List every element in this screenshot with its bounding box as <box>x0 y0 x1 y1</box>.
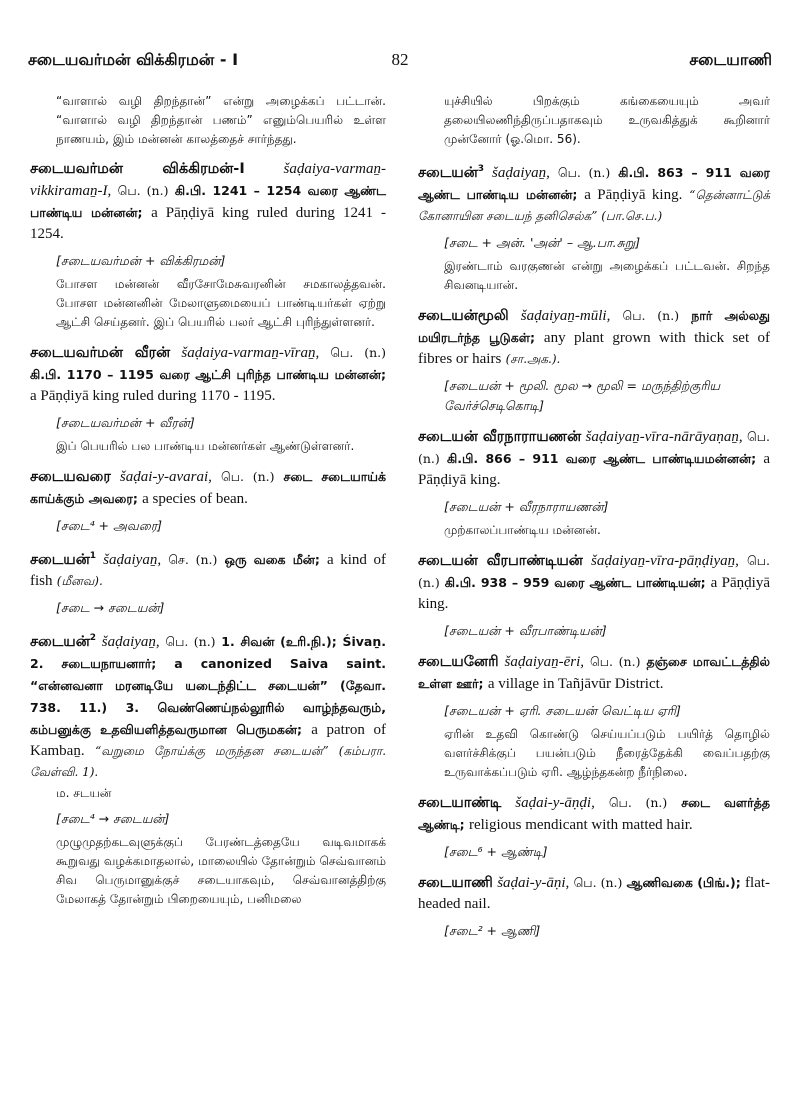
tamil-meaning: கி.பி. 866 – 911 வரை ஆண்ட பாண்டியமன்னன்; <box>447 450 757 466</box>
english-meaning: a village in Tañjāvūr District. <box>487 675 664 692</box>
grammar-label: பெ. (n.) <box>220 469 275 484</box>
tamil-meaning: ஒரு வகை மீன்; <box>224 551 320 567</box>
header-first-headword: சடையவர்மன் விக்கிரமன் - I <box>28 50 239 69</box>
source-reference: “வறுமை நோய்க்கு மருந்தன சடையன்” (கம்பரா. வேள்வி. 1). <box>30 743 387 779</box>
dictionary-entry <box>418 159 770 295</box>
homonym-number: 2 <box>89 632 97 643</box>
tamil-meaning: சடை சடையாய்க் காய்க்கும் அவரை; <box>30 469 387 506</box>
source-reference: “தென்னாட்டுக் கோனாயின சடையந் தனிசெல்க” (பா.செ.ப.) <box>418 187 771 223</box>
entry-note: ஏரின் உதவி கொண்டு செய்யப்படும் பயிர்த் தொழில் வளர்ச்சிக்குப் பயன்படும் நீரைத்தேக்கி வைப்பதற்கு உருவாக்கப்படும் ஏரி. ஆழ்ந்தகன்ற நீர்நிலை. <box>444 726 770 779</box>
etymology: [சடை⁴ → சடையன்] <box>56 810 170 826</box>
dictionary-entry <box>418 426 770 540</box>
transliteration: šaḍaiyaṉ-ēri, <box>504 653 585 670</box>
continuation-text: “வாளால் வழி திறந்தான்” என்று அழைக்கப் பட்டான். “வாளால் வழி திறந்தான் பணம்” எனும்பெயரில் உள்ள நாணயம், இம் மன்னன் காலத்தைச் சார்ந்தது. <box>56 94 386 146</box>
transliteration: šaḍaiya-varmaṉ-vikkiramaṉ-I, <box>30 161 386 199</box>
etymology: [சடையவர்மன் + விக்கிரமன்] <box>56 253 226 268</box>
tamil-meaning: கி.பி. 1170 – 1195 வரை ஆட்சி புரிந்த பாண்டிய மன்னன்; <box>30 367 386 382</box>
tamil-meaning: தஞ்சை மாவட்டத்தில் உள்ள ஊர்; <box>418 653 770 691</box>
continuation-text: யுச்சியில் பிறக்கும் கங்கையையும் அவர் தலையிலணிந்திருப்பதாகவும் உருவகித்துக் கூறினார் முன்னோர் (ஓ.மொ. 56). <box>444 94 770 146</box>
headword: சடையவரை <box>30 469 111 485</box>
grammar-label: பெ. (n.) <box>622 307 680 323</box>
etymology: [சடையன் + வீரநாராயணன்] <box>444 498 609 514</box>
page-number: 82 <box>391 50 409 69</box>
dictionary-entry <box>418 792 770 862</box>
transliteration: šaḍai-y-avarai, <box>119 469 212 485</box>
tamil-meaning: கி.பி. 1241 – 1254 வரை ஆண்ட பாண்டிய மன்னன்; <box>30 183 386 220</box>
english-meaning: flat-headed nail. <box>418 874 771 912</box>
dictionary-entry <box>30 546 386 618</box>
english-meaning: a Pāṇḍiyā king. <box>418 574 770 612</box>
grammar-label: பெ. (n.) <box>608 794 668 810</box>
headword: சடையன்$^2$ <box>30 632 97 650</box>
tamil-meaning: கி.பி. 863 – 911 வரை ஆண்ட பாண்டிய மன்னன்; <box>418 164 770 202</box>
homonym-number: 1 <box>89 551 97 561</box>
grammar-label: பெ. (n.) <box>418 428 770 466</box>
grammar-label: பெ. (n.) <box>418 552 770 590</box>
tamil-meaning: கி.பி. 938 – 959 வரை ஆண்ட பாண்டியன்; <box>444 574 706 590</box>
source-reference: (சா.அக.). <box>505 351 561 366</box>
entry-note: போசள மன்னன் வீரசோமேசுவரனின் சமகாலத்தவன். போசள மன்னனின் மேலாளுமையைப் பாண்டியர்கள் ஏற்று ஆட்சி செய்தனர். இப் பெயரில் பலர் ஆட்சி புரிந்துள்ளனர். <box>56 277 386 329</box>
grammar-label: பெ. (n.) <box>557 164 611 180</box>
transliteration: šaḍaiyaṉ, <box>101 633 160 650</box>
transliteration: šaḍaiyaṉ, <box>103 551 162 568</box>
english-meaning: a Pāṇḍiyā king ruled during 1170 - 1195. <box>30 388 276 404</box>
dictionary-entry <box>30 628 386 909</box>
headword: சடையவர்மன் விக்கிரமன்-I <box>30 161 245 177</box>
grammar-label: பெ. (n.) <box>330 345 386 360</box>
tamil-meaning: 1. சிவன் (உரி.நி.); Śivaṉ. 2. சடையநாயனார்; a canonized Saiva saint. “என்னவனா மரனடியே யடைந்திட்ட சடையன்” (தேவா. 738. 11.) 3. வெண்ணெய்நல்லூரில் வாழ்ந்தவரும், கம்பனுக்கு உதவியளித்தவருமான பெருமகன்; <box>30 633 386 737</box>
english-meaning: a Pāṇḍiyā king. <box>584 186 683 203</box>
english-meaning: a Pāṇḍiyā king. <box>418 450 770 488</box>
entry-note: இப் பெயரில் பல பாண்டிய மன்னர்கள் ஆண்டுள்ளனர். <box>56 439 355 453</box>
source-reference: (மீனவ). <box>56 573 103 588</box>
transliteration: šaḍaiyaṉ-vīra-nārāyaṇaṉ, <box>585 428 743 445</box>
etymology: [சடையன் + வீரபாண்டியன்] <box>444 622 607 638</box>
right-column <box>418 92 770 951</box>
headword: சடையனேரி <box>418 653 499 670</box>
etymology: [சடையன் + மூலி. மூல → மூலி = மருந்திற்குரிய வேர்ச்செடிகொடி] <box>444 377 721 413</box>
dictionary-entry <box>418 550 770 641</box>
transliteration: šaḍai-y-āṇḍi, <box>515 794 595 811</box>
etymology: [சடை⁴ + அவரை] <box>56 518 163 533</box>
headword: சடையன் வீரநாராயணன் <box>418 428 582 445</box>
transliteration: šaḍaiyaṉ-vīra-pāṇḍiyaṉ, <box>590 552 739 569</box>
grammar-label: பெ. (n.) <box>165 633 216 649</box>
english-meaning: a species of bean. <box>142 491 248 507</box>
dictionary-entry <box>418 651 770 782</box>
etymology: [சடை → சடையன்] <box>56 599 165 615</box>
etymology: [சடை + அன். 'அன்' – ஆ.பா.சுறு] <box>444 234 641 250</box>
header-last-headword: சடையாணி <box>689 50 772 69</box>
entry-note: முற்காலப்பாண்டிய மன்னன். <box>444 522 601 537</box>
headword: சடையன்மூலி <box>418 307 509 324</box>
dictionary-entry <box>418 305 770 416</box>
etymology: [சடை⁶ + ஆண்டி] <box>444 843 548 859</box>
english-meaning: religious mendicant with matted hair. <box>468 816 693 833</box>
entry-note: இரண்டாம் வரகுணன் என்று அழைக்கப் பட்டவன். சிறந்த சிவனடியான். <box>444 258 770 292</box>
grammar-label: பெ. (n.) <box>573 874 623 890</box>
malayalam-cognate: ம. சடயன் <box>56 785 112 800</box>
transliteration: šaḍaiya-varmaṉ-vīraṉ, <box>181 345 320 361</box>
page-header <box>28 50 772 76</box>
english-meaning: any plant grown with thick set of fibres or hairs <box>418 329 771 367</box>
transliteration: šaḍai-y-āṇi, <box>497 874 570 891</box>
headword: சடையவர்மன் வீரன் <box>30 345 171 361</box>
tamil-meaning: நார் அல்லது மயிரடர்ந்த பூடுகள்; <box>418 307 770 345</box>
headword: சடையன் வீரபாண்டியன் <box>418 552 583 569</box>
entry-note: முழுமுதற்கடவுளுக்குப் பேரண்டத்தையே வடிவமாகக் கூறுவது வழக்கமாதலால், மாலையில் தோன்றும் செவ்வானம் சிவ பெருமானுக்குச் சடையாகவும், செவ்வானத்திற்கு மேலாகத் தோன்றும் பிறையையும், பனிமலை <box>56 834 386 906</box>
english-meaning: a Pāṇḍiyā king ruled during 1241 - 1254. <box>30 205 386 242</box>
transliteration: šaḍaiyaṉ, <box>492 164 550 181</box>
tamil-meaning: ஆணிவகை (பிங்.); <box>626 874 741 890</box>
homonym-number: 3 <box>477 164 485 174</box>
left-column <box>30 92 386 919</box>
dictionary-entry <box>30 342 386 456</box>
english-meaning: a patron of Kambaṉ. <box>30 721 386 759</box>
english-meaning: a kind of fish <box>30 551 386 589</box>
etymology: [சடையவர்மன் + வீரன்] <box>56 415 195 430</box>
dictionary-entry <box>30 159 386 332</box>
transliteration: šaḍaiyaṉ-mūli, <box>520 307 611 324</box>
headword: சடையன்$^1$ <box>30 551 97 568</box>
headword: சடையன்$^3$ <box>418 164 485 181</box>
dictionary-entry <box>418 872 770 941</box>
headword: சடையாணி <box>418 874 493 891</box>
headword: சடையாண்டி <box>418 794 502 811</box>
grammar-label: செ. (n.) <box>168 551 218 567</box>
etymology: [சடை² + ஆணி] <box>444 922 541 938</box>
dictionary-entry <box>30 466 386 536</box>
grammar-label: பெ. (n.) <box>117 183 169 198</box>
etymology: [சடையன் + ஏரி. சடையன் வெட்டிய ஏரி] <box>444 702 681 718</box>
grammar-label: பெ. (n.) <box>590 653 641 669</box>
tamil-meaning: சடை வளர்த்த ஆண்டி; <box>418 794 770 832</box>
